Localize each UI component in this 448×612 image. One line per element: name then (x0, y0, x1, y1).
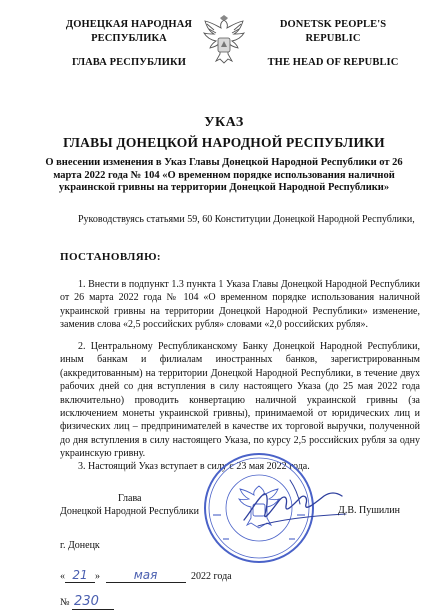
date-open-quote: « (60, 571, 65, 582)
signatory-name: Д.В. Пушилин (338, 505, 400, 516)
date-close-quote: » (95, 571, 100, 582)
item-1: 1. Внести в подпункт 1.3 пункта 1 Указа Главы Донецкой Народной Республики от 26 марта 2022 года № 104 «О временном порядке использования наличной украинской гривны на территории Донецкой Народной Республики» изменение, заменив слова «2,5 российских рубля» словами «2,0 российских рубля». (60, 279, 420, 331)
date-day-field (65, 568, 95, 583)
item-3: 3. Настоящий Указ вступает в силу с 23 мая 2022 года. (78, 461, 310, 472)
header-right-line2: REPUBLIC (305, 33, 361, 44)
number-label: № (60, 597, 70, 608)
header-left-line3: ГЛАВА РЕСПУБЛИКИ (72, 57, 186, 68)
city: г. Донецк (60, 540, 100, 551)
header-left-line1: ДОНЕЦКАЯ НАРОДНАЯ (65, 19, 193, 30)
header-left-line2: РЕСПУБЛИКА (91, 33, 167, 44)
header-right-line3: THE HEAD OF REPUBLIC (267, 57, 399, 68)
date-day: 21 (72, 568, 88, 582)
date-month: мая (133, 568, 158, 582)
item-2: 2. Центральному Республиканскому Банку Донецкой Народной Республики, иным банкам и филиалам иностранных банков, зарегистрированным (аккредитованным) на территории Донецкой Народной Республики, в течение двух рабочих дней со дня вступления в силу настоящего Указа (до 25 мая 2022 года включительно) проводить конвертацию наличной украинской гривны (за исключением монеты украинской гривны), принимаемой от юридических лиц и физических лиц – предпринимателей в качестве их торговой выручки, полученной до дня вступления в силу настоящего Указа, по курсу 2,5 российских рубля за одну украинскую гривну. (60, 341, 420, 460)
number-field (72, 594, 114, 610)
decree-word: ПОСТАНОВЛЯЮ: (60, 251, 161, 263)
date-month-field (106, 568, 186, 583)
date-year: 2022 года (191, 571, 232, 582)
handwritten-signature-icon (238, 470, 354, 538)
doc-type: УКАЗ (204, 115, 244, 130)
header-left (54, 18, 204, 70)
preamble: Руководствуясь статьями 59, 60 Конституции Донецкой Народной Республики, (78, 214, 415, 225)
signature-position (60, 492, 220, 519)
number-value: 230 (74, 594, 99, 609)
coat-of-arms-eagle-icon (199, 14, 249, 66)
issuer-title: ГЛАВЫ ДОНЕЦКОЙ НАРОДНОЙ РЕСПУБЛИКИ (63, 135, 385, 150)
header-right (258, 18, 408, 70)
subject-title: О внесении изменения в Указ Главы Донецкой Народной Республики от 26 марта 2022 года № 104 «О временном порядке использования наличной украинской гривны на территории Донецкой Народной Республики» (45, 157, 403, 193)
header-right-line1: DONETSK PEOPLE'S (279, 19, 387, 30)
number-line (60, 594, 114, 610)
position-line1: Глава (118, 493, 142, 504)
position-line2: Донецкой Народной Республики (60, 506, 199, 518)
date-line (60, 568, 232, 583)
